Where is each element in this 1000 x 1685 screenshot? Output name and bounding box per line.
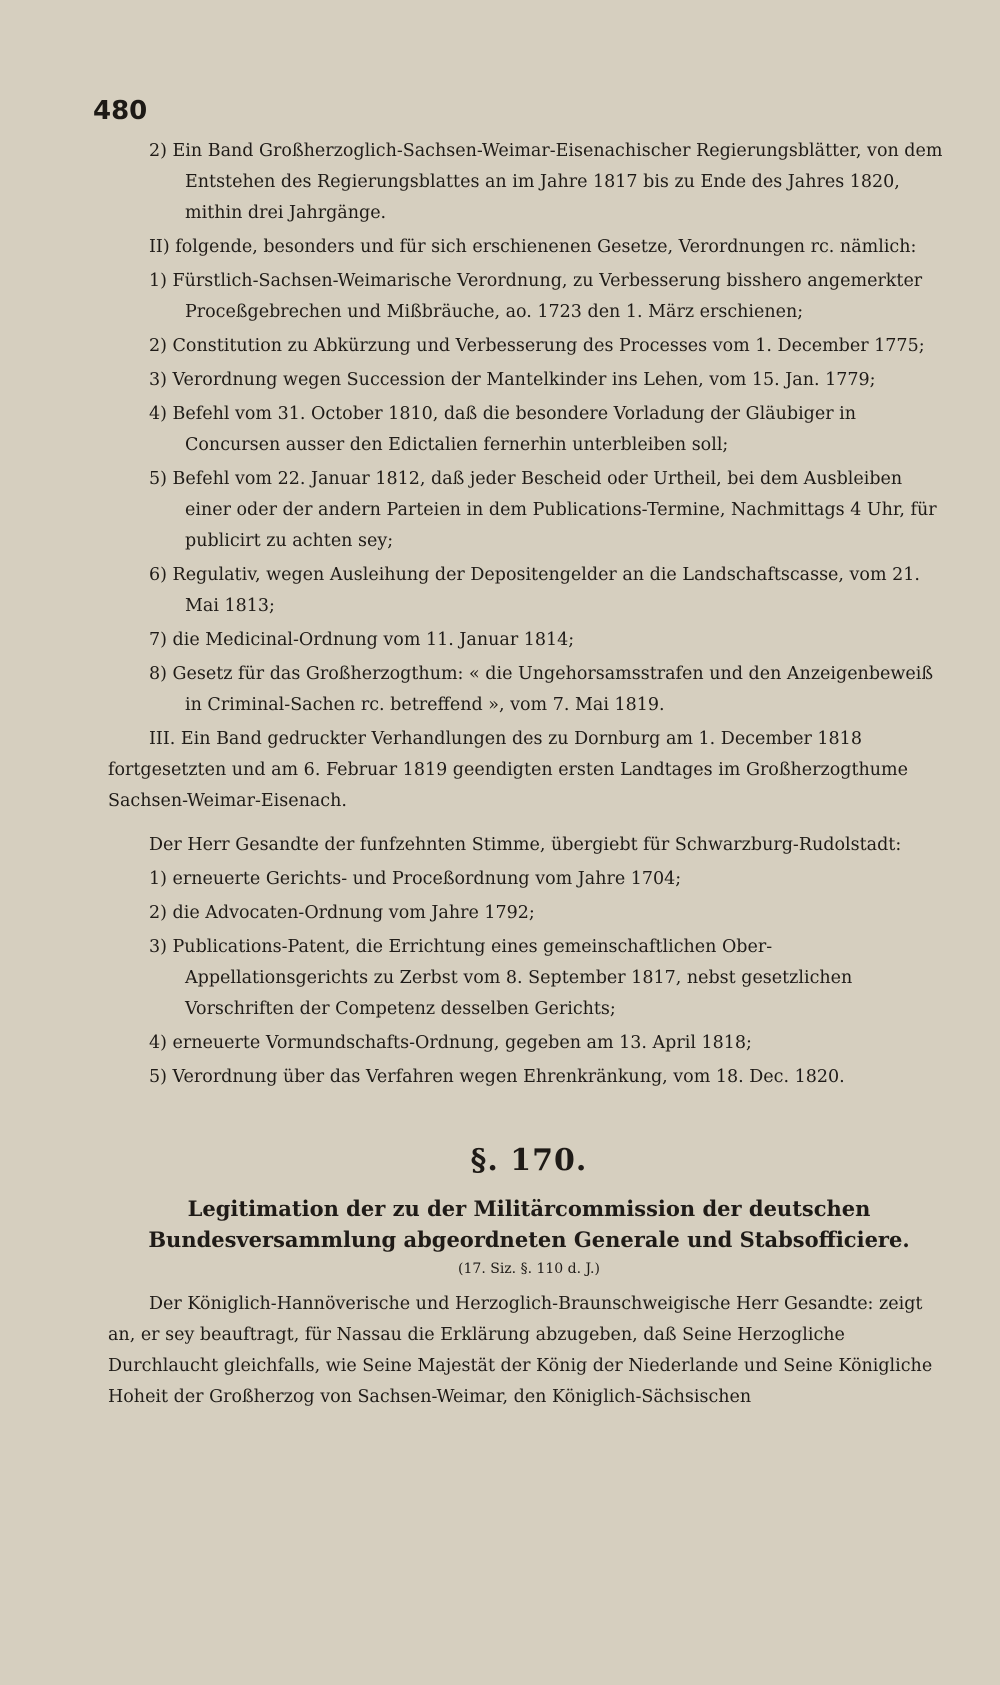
enumeration-block xyxy=(108,136,950,1093)
list-item: 8) Gesetz für das Großherzogthum: « die Ungehorsamsstrafen und den Anzeigenbeweiß in Criminal-Sachen rc. betreffend », vom 7. Mai 1819. xyxy=(149,664,934,715)
list-item: 4) Befehl vom 31. October 1810, daß die besondere Vorladung der Gläubiger in Concursen ausser den Edictalien fernerhin unterbleiben soll; xyxy=(149,404,857,455)
closing-paragraph: Der Königlich-Hannöverische und Herzoglich-Braunschweigische Herr Gesandte: zeigt an, er sey beauftragt, für Nassau die Erklärung abzugeben, daß Seine Herzogliche Durchlaucht gleichfalls, wie Seine Majestät der König der Niederlande und Seine Königliche Hoheit der Großherzog von Sachsen-Weimar, den Königlich-Sächsischen xyxy=(108,1294,933,1407)
list-item: 2) Constitution zu Abkürzung und Verbesserung des Processes vom 1. December 1775; xyxy=(149,336,925,356)
page-body xyxy=(108,136,950,1416)
list-item: 3) Publications-Patent, die Errichtung eines gemeinschaftlichen Ober-Appellationsgerichts zu Zerbst vom 8. September 1817, nebst gesetzlichen Vorschriften der Competenz desselben Gerichts; xyxy=(149,937,853,1019)
list-item: 3) Verordnung wegen Succession der Mantelkinder ins Lehen, vom 15. Jan. 1779; xyxy=(149,370,876,390)
page-number: 480 xyxy=(93,96,148,126)
list-item: 6) Regulativ, wegen Ausleihung der Depositengelder an die Landschaftscasse, vom 21. Mai 1813; xyxy=(149,565,920,616)
list-item: 1) erneuerte Gerichts- und Proceßordnung vom Jahre 1704; xyxy=(149,869,682,889)
section-number: §. 170. xyxy=(470,1143,588,1178)
paragraph: II) folgende, besonders und für sich erschienenen Gesetze, Verordnungen rc. nämlich: xyxy=(149,237,917,257)
spacer xyxy=(108,820,950,830)
list-item: 5) Verordnung über das Verfahren wegen Ehrenkränkung, vom 18. Dec. 1820. xyxy=(149,1067,845,1087)
paragraph: III. Ein Band gedruckter Verhandlungen des zu Dornburg am 1. December 1818 fortgesetzten und am 6. Februar 1819 geendigten ersten Landtages im Großherzogthume Sachsen-Weimar-Eisenach. xyxy=(108,729,909,811)
list-item: 5) Befehl vom 22. Januar 1812, daß jeder Bescheid oder Urtheil, bei dem Ausbleiben einer oder der andern Parteien in dem Publications-Termine, Nachmittags 4 Uhr, für publicirt zu achten sey; xyxy=(149,469,937,551)
section-citation: (17. Siz. §. 110 d. J.) xyxy=(458,1261,600,1277)
list-item: 4) erneuerte Vormundschafts-Ordnung, gegeben am 13. April 1818; xyxy=(149,1033,752,1053)
list-item: 2) Ein Band Großherzoglich-Sachsen-Weimar-Eisenachischer Regierungsblätter, von dem Entstehen des Regierungsblattes an im Jahre 1817 bis zu Ende des Jahres 1820, mithin drei Jahrgänge. xyxy=(149,141,943,223)
list-item: 1) Fürstlich-Sachsen-Weimarische Verordnung, zu Verbesserung bisshero angemerkter Proceßgebrechen und Mißbräuche, ao. 1723 den 1. März erschienen; xyxy=(149,271,923,322)
section-title: Legitimation der zu der Militärcommission der deutschen Bundesversammlung abgeordneten Generale und Stabsofficiere. xyxy=(148,1196,910,1252)
list-item: 7) die Medicinal-Ordnung vom 11. Januar 1814; xyxy=(149,630,575,650)
paragraph: Der Herr Gesandte der funfzehnten Stimme, übergiebt für Schwarzburg-Rudolstadt: xyxy=(149,835,902,855)
list-item: 2) die Advocaten-Ordnung vom Jahre 1792; xyxy=(149,903,535,923)
